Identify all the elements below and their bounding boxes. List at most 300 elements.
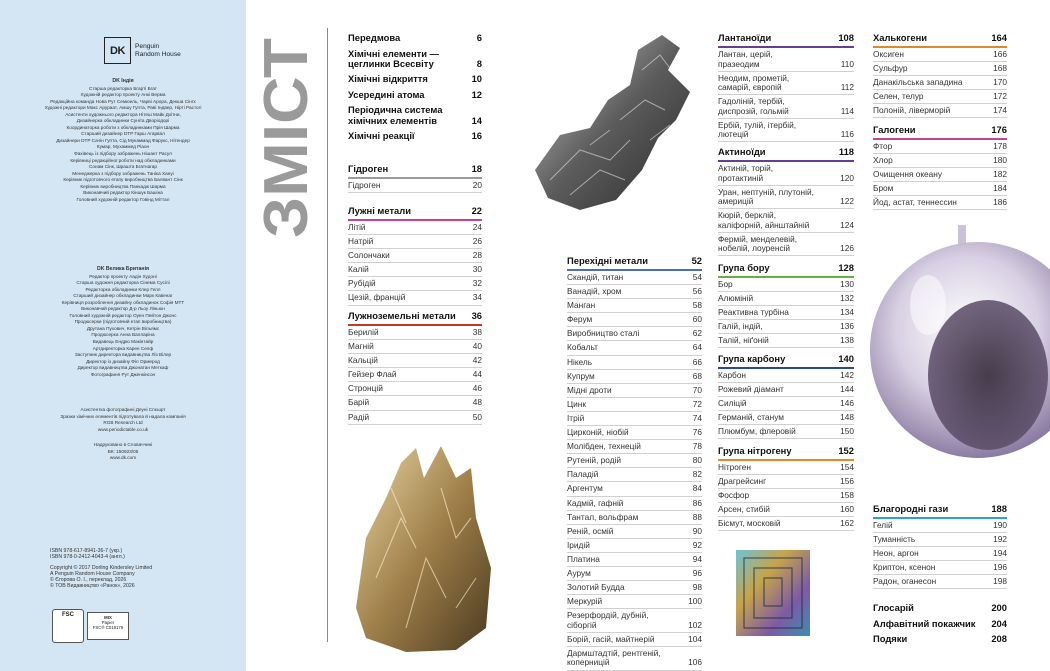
toc-entry-page: 76 (692, 427, 702, 438)
toc-entry[interactable] (348, 291, 482, 305)
toc-entry-page: 64 (692, 342, 702, 353)
toc-entry-page: 8 (476, 58, 482, 70)
toc-entry-page: 124 (840, 219, 854, 230)
toc-entry-title: Хлор (873, 155, 893, 166)
credit-line: Дизайнери DTP Сачін Гупта, Сід Мукаммад Фарукс, Нітендер (56, 137, 190, 143)
copyright-line: A Penguin Random House Company (50, 570, 135, 577)
credit-line: Фахівець із підбору зображень Нішант Расул (74, 150, 172, 156)
toc-entry-title: Усередині атома (348, 88, 425, 100)
toc-entry-title: Лантан, церій, празеодим (718, 49, 773, 69)
toc-entry[interactable] (873, 140, 1007, 154)
toc-entry-page: 46 (472, 383, 482, 394)
credit-line: Асистентка фотографині Деуні Спєшрт (80, 407, 166, 412)
credit-line: Дизайнерка обкладинки Суніта Дворіодорі (76, 118, 170, 124)
toc-entry[interactable] (873, 154, 1007, 168)
toc-entry[interactable] (567, 384, 702, 398)
toc-entry[interactable] (348, 46, 482, 72)
toc-entry[interactable] (718, 292, 854, 306)
credit-line: Старший дизайнер DTP Гарш Агарвал (81, 131, 165, 137)
toc-entry-title: Гейзер Флай (348, 369, 397, 380)
toc-entry-title: Данакільська западина (873, 77, 963, 88)
toc-entry-page: 84 (692, 483, 702, 494)
toc-entry-page: 66 (692, 356, 702, 367)
fsc-label: FSC (62, 612, 74, 618)
toc-entry[interactable] (873, 90, 1007, 104)
toc-entry[interactable] (567, 285, 702, 299)
toc-section-boron (718, 262, 854, 348)
toc-entry-title: Глосарій (873, 602, 914, 614)
toc-entry-title: Галій, індій, (718, 321, 763, 332)
toc-entry[interactable] (567, 539, 702, 553)
toc-entry-title: Барій (348, 397, 370, 408)
toc-entry[interactable] (718, 48, 854, 72)
toc-entry-title: Меркурій (567, 596, 603, 607)
toc-entry-page: 102 (688, 619, 702, 630)
toc-section-chalcogens (873, 32, 1007, 118)
bismuth-gold-crystal-image (346, 428, 496, 656)
section-page: 128 (838, 262, 854, 273)
toc-entry-page: 34 (472, 292, 482, 303)
toc-entry[interactable] (873, 104, 1007, 118)
isbn-line: ISBN 978-617-8941-36-7 (укр.) (50, 548, 123, 554)
section-page: 188 (991, 503, 1007, 514)
toc-entry[interactable] (348, 382, 482, 396)
credit-line: Виконавчий редактор Кіншук Башіна (83, 190, 163, 196)
toc-entry[interactable] (718, 162, 854, 186)
toc-entry[interactable] (567, 497, 702, 511)
toc-entry-page: 6 (476, 32, 482, 44)
toc-entry[interactable] (348, 340, 482, 354)
toc-entry-title: Бісмут, московій (718, 518, 781, 529)
toc-entry-page: 198 (993, 576, 1007, 587)
toc-entry[interactable] (873, 182, 1007, 196)
toc-entry[interactable] (718, 95, 854, 119)
credit-line: Надруковано в Словаччині (93, 442, 153, 447)
credit-line: Художні редактори Макс Арурaат, Амшу Гупта, Раві Індвер, Нірті Растогі (44, 105, 202, 111)
toc-entry-page: 80 (692, 455, 702, 466)
toc-entry[interactable] (567, 511, 702, 525)
toc-entry-title: Аурум (567, 567, 591, 578)
toc-entry-title: Актиній, торій, протактиній (718, 163, 774, 183)
credit-line: Друтана Пухович, Кетрін Вільямс (86, 325, 160, 331)
toc-entry-title: Рожевий діамант (718, 384, 784, 395)
section-header[interactable] (348, 163, 482, 177)
toc-entry-title: Подяки (873, 632, 908, 644)
toc-entry[interactable] (348, 179, 482, 193)
toc-entry[interactable] (348, 235, 482, 249)
section-header[interactable] (873, 32, 1007, 46)
toc-entry-page: 132 (840, 293, 854, 304)
toc-entry-title: Скандій, титан (567, 272, 624, 282)
section-title: Лужні метали (348, 205, 411, 216)
toc-entry-title: Очищення океану (873, 169, 943, 180)
toc-entry[interactable] (718, 320, 854, 334)
toc-entry[interactable] (873, 76, 1007, 90)
toc-entry[interactable] (718, 517, 854, 531)
toc-entry-page: 168 (993, 63, 1007, 74)
toc-entry-page: 204 (991, 617, 1007, 629)
divider (327, 28, 328, 642)
toc-entry[interactable] (718, 369, 854, 383)
toc-entry-page: 26 (472, 236, 482, 247)
section-header[interactable] (718, 32, 854, 46)
toc-section-actinides (718, 146, 854, 256)
credits-panel (0, 0, 246, 671)
toc-entry-title: Оксиген (873, 49, 904, 59)
toc-entry[interactable] (718, 397, 854, 411)
toc-entry[interactable] (718, 306, 854, 320)
toc-entry[interactable] (348, 326, 482, 340)
section-title: Група карбону (718, 353, 786, 364)
toc-entry-page: 134 (840, 307, 854, 318)
toc-entry-title: Тантал, вольфрам (567, 511, 639, 522)
toc-entry-title: Аргентум (567, 483, 603, 494)
toc-entry-page: 142 (840, 370, 854, 380)
credit-line: Головний художній редактор Говінд Міттал (76, 196, 170, 202)
toc-entry-page: 190 (993, 520, 1007, 530)
toc-entry[interactable] (718, 503, 854, 517)
credits-extra (0, 407, 246, 433)
toc-entry-title: Гелій (873, 520, 893, 530)
section-header[interactable] (348, 310, 482, 324)
toc-entry[interactable] (873, 547, 1007, 561)
toc-section-lanthanides (718, 32, 854, 142)
toc-entry[interactable] (567, 581, 702, 595)
toc-section-noble (873, 503, 1007, 589)
toc-entry-title: Арсен, стибій (718, 504, 770, 515)
toc-entry-title: Сульфур (873, 63, 908, 74)
toc-entry[interactable] (873, 575, 1007, 589)
toc-entry[interactable] (718, 186, 854, 210)
toc-entry-title: Туманність (873, 534, 916, 545)
toc-entry-title: Алюміній (718, 293, 754, 304)
section-title: Група нітрогену (718, 445, 792, 456)
credit-line: www.periodictable.co.uk (97, 426, 149, 432)
toc-entry[interactable] (567, 426, 702, 440)
toc-entry-page: 90 (692, 525, 702, 536)
credit-line: Зразки хімічних елементів підготувала й надала компанія (60, 413, 186, 419)
section-title: Галогени (873, 124, 916, 135)
section-header[interactable] (718, 146, 854, 160)
toc-entry[interactable] (567, 370, 702, 384)
toc-entry[interactable] (348, 31, 482, 46)
toc-entry-title: Алфавітний покажчик (873, 617, 976, 629)
toc-entry-title: Паладій (567, 469, 599, 480)
toc-entry-title: Платина (567, 553, 600, 564)
toc-entry-title: Силіцій (718, 398, 747, 409)
toc-entry[interactable] (348, 103, 482, 129)
toc-entry-page: 106 (688, 657, 702, 668)
toc-entry[interactable] (348, 221, 482, 235)
section-page: 36 (471, 310, 482, 321)
toc-entry-title: Ванадій, хром (567, 286, 622, 297)
toc-entry[interactable] (567, 271, 702, 285)
credit-line: Керівник підготовчого етапу виробництва Балвант Сінк (63, 177, 183, 183)
toc-entry-title: Бор (718, 279, 733, 289)
toc-entry-page: 112 (840, 82, 854, 93)
toc-entry[interactable] (567, 454, 702, 468)
toc-entry[interactable] (718, 334, 854, 348)
copyright-line: © Єгорова О. І., переклад, 2026 (50, 577, 127, 584)
toc-entry-page: 32 (472, 278, 482, 289)
section-header[interactable] (567, 255, 702, 269)
toc-entry-title: Талій, ніґоній (718, 335, 769, 346)
toc-entry-title: Резерфордій, дубній, сіборгій (567, 610, 649, 630)
toc-entry-title: Уран, нептуній, плутоній, америцій (718, 186, 814, 207)
toc-entry[interactable] (873, 561, 1007, 575)
toc-entry-page: 122 (840, 196, 854, 207)
copyright-line: Copyright © 2017 Dorling Kindersley Limited (50, 564, 153, 571)
credit-line: Кумар, Мухаммед Ріаон (96, 144, 150, 150)
toc-entry-title: Іридій (567, 539, 590, 550)
toc-entry-title: Полоній, ліверморій (873, 105, 951, 116)
toc-entry-page: 58 (692, 300, 702, 311)
toc-entry-page: 54 (692, 272, 702, 282)
toc-entry[interactable] (567, 299, 702, 313)
toc-entry[interactable] (567, 356, 702, 370)
fsc-mix-box (87, 612, 129, 640)
toc-entry-page: 120 (840, 172, 854, 183)
toc-section-alkaline (348, 310, 482, 425)
toc-entry[interactable] (567, 595, 702, 609)
toc-entry[interactable] (873, 168, 1007, 182)
toc-entry[interactable] (873, 632, 1007, 647)
toc-section-nitrogen (718, 445, 854, 531)
toc-entry[interactable] (873, 616, 1007, 631)
toc-entry[interactable] (348, 354, 482, 368)
credits-heading: DK Індія (112, 78, 134, 84)
toc-entry[interactable] (567, 313, 702, 327)
toc-entry[interactable] (567, 525, 702, 539)
toc-entry-page: 116 (840, 129, 854, 140)
toc-entry[interactable] (873, 601, 1007, 616)
toc-entry-page: 56 (692, 286, 702, 297)
section-title: Гідроген (348, 163, 389, 174)
toc-entry[interactable] (873, 519, 1007, 533)
manganese-crystal-image (530, 30, 700, 230)
toc-entry-title: Йод, астат, теннессин (873, 197, 957, 208)
section-page: 164 (991, 32, 1007, 43)
toc-entry-title: Фосфор (718, 490, 750, 501)
toc-entry-title: Неодим, прометій, самарій, європій (718, 72, 790, 93)
section-page: 22 (471, 205, 482, 216)
toc-entry[interactable] (567, 327, 702, 341)
toc-entry-page: 68 (692, 370, 702, 381)
section-title: Лужноземельні метали (348, 310, 456, 321)
toc-entry[interactable] (567, 398, 702, 412)
toc-entry-title: Стронцій (348, 383, 383, 394)
noble-gas-glass-sphere-image (868, 225, 1050, 495)
toc-entry[interactable] (873, 62, 1007, 76)
toc-entry[interactable] (567, 553, 702, 567)
toc-entry-page: 186 (993, 197, 1007, 208)
toc-entry-title: Борій, гасій, майтнерій (567, 633, 655, 644)
toc-entry[interactable] (718, 233, 854, 257)
toc-entry[interactable] (348, 277, 482, 291)
credit-line: Керівниці редакційної роботи над обкладинками (70, 157, 176, 163)
toc-section-carbon (718, 353, 854, 439)
toc-entry[interactable] (873, 48, 1007, 62)
toc-entry[interactable] (718, 72, 854, 96)
toc-entry-title: Радій (348, 411, 370, 422)
toc-entry-title: Передмова (348, 32, 401, 44)
fsc-paper: Papier (101, 620, 115, 626)
section-page: 108 (838, 32, 854, 43)
toc-section-hydrogen (348, 163, 482, 193)
toc-entry[interactable] (718, 489, 854, 503)
toc-entry[interactable] (567, 633, 702, 647)
toc-entry-page: 172 (993, 91, 1007, 102)
isbn-line: ISBN 978-0-2412-4043-4 (англ.) (50, 554, 125, 561)
toc-entry-page: 20 (472, 180, 482, 190)
toc-entry[interactable] (718, 383, 854, 397)
toc-entry[interactable] (348, 368, 482, 382)
toc-entry-page: 24 (472, 222, 482, 232)
section-header[interactable] (873, 503, 1007, 517)
toc-entry[interactable] (567, 468, 702, 482)
section-page: 176 (991, 124, 1007, 135)
copyright-line: © ТОВ Видавництво «Ранок», 2026 (50, 583, 135, 590)
toc-entry-page: 178 (993, 141, 1007, 151)
toc-entry[interactable] (718, 119, 854, 143)
toc-entry-title: Германій, станум (718, 412, 784, 423)
section-header[interactable] (348, 205, 482, 219)
toc-entry-page: 180 (993, 155, 1007, 166)
toc-intro (348, 31, 482, 144)
toc-entry[interactable] (348, 396, 482, 410)
toc-entry-page: 194 (993, 548, 1007, 559)
credits-heading: DK Велика Британія (96, 266, 150, 272)
toc-entry-title: Селен, телур (873, 91, 924, 102)
credit-line: Видавець Ендрю Макінтайр (92, 338, 154, 344)
toc-entry-page: 70 (692, 384, 702, 395)
toc-entry-title: Неон, аргон (873, 548, 919, 559)
toc-entry-page: 148 (840, 412, 854, 423)
toc-entry-page: 174 (993, 105, 1007, 116)
toc-entry-page: 170 (993, 77, 1007, 88)
toc-entry-title: Цезій, францій (348, 292, 406, 303)
credit-line: Керівниця розроблення дизайну обкладинок Софія МТТ (61, 299, 185, 305)
section-title: Перехідні метали (567, 255, 648, 266)
toc-entry[interactable] (567, 412, 702, 426)
credit-line: Виконавчий редактор Д-р Льоу Ліньюн (81, 306, 165, 312)
bismuth-crystal-image (728, 536, 818, 644)
toc-entry[interactable] (567, 567, 702, 581)
toc-section-halogens (873, 124, 1007, 210)
toc-entry[interactable] (873, 196, 1007, 210)
legal-info (50, 548, 240, 590)
toc-entry-page: 98 (692, 582, 702, 593)
section-page: 52 (691, 255, 702, 266)
toc-entry[interactable] (348, 72, 482, 87)
toc-entry[interactable] (718, 475, 854, 489)
credit-line: Координаторка роботи з обкладинками Прія Шарма (66, 124, 180, 130)
section-header[interactable] (718, 262, 854, 276)
toc-entry[interactable] (348, 128, 482, 143)
section-header[interactable] (873, 124, 1007, 138)
toc-entry-page: 144 (840, 384, 854, 395)
toc-entry-title: Радон, оганесон (873, 576, 937, 587)
page-title (252, 30, 321, 245)
toc-entry-page: 104 (688, 633, 702, 644)
toc-entry[interactable] (718, 411, 854, 425)
toc-entry-title: Бром (873, 183, 894, 194)
toc-entry-title: Хімічні реакції (348, 129, 415, 141)
toc-entry-title: Молібден, технецій (567, 441, 641, 452)
toc-entry-page: 160 (840, 504, 854, 515)
toc-entry[interactable] (718, 278, 854, 292)
section-title: Група бору (718, 262, 770, 273)
toc-entry[interactable] (348, 87, 482, 102)
toc-entry-title: Драгрейсинг (718, 476, 767, 487)
toc-entry-title: Літій (348, 222, 366, 232)
toc-entry-page: 200 (991, 602, 1007, 614)
toc-entry-title: Кадмій, гафній (567, 497, 624, 508)
toc-entry[interactable] (567, 609, 702, 633)
section-header[interactable] (718, 353, 854, 367)
toc-entry-page: 72 (692, 398, 702, 409)
section-title: Лантаноїди (718, 32, 772, 43)
toc-entry-title: Хімічні елементи — цеглинки Всесвіту (348, 47, 439, 70)
toc-entry[interactable] (718, 209, 854, 233)
toc-entry[interactable] (348, 249, 482, 263)
credit-line: Старша редакторка Бгарті Бгат (89, 85, 157, 91)
toc-entry-page: 60 (692, 314, 702, 325)
toc-entry[interactable] (567, 341, 702, 355)
publisher-name: Penguin Random House (135, 43, 181, 58)
toc-entry-page: 184 (993, 183, 1007, 194)
toc-entry-title: Реній, осмій (567, 525, 614, 536)
section-header[interactable] (718, 445, 854, 459)
toc-entry-title: Рутеній, родій (567, 455, 622, 466)
toc-entry-page: 146 (840, 398, 854, 409)
toc-entry[interactable] (567, 440, 702, 454)
toc-entry-title: Періодична система хімічних елементів (348, 104, 443, 126)
toc-entry-page: 30 (472, 264, 482, 275)
toc-entry-page: 10 (471, 73, 482, 85)
toc-entry-page: 74 (692, 412, 702, 423)
toc-entry[interactable] (567, 482, 702, 496)
toc-entry[interactable] (718, 461, 854, 475)
toc-entry-title: Кальцій (348, 355, 378, 366)
toc-entry-page: 208 (991, 632, 1007, 644)
toc-entry[interactable] (348, 263, 482, 277)
toc-entry-page: 16 (471, 129, 482, 141)
toc-entry-page: 78 (692, 441, 702, 452)
toc-entry-title: Карбон (718, 370, 747, 380)
toc-entry[interactable] (718, 425, 854, 439)
toc-entry-page: 100 (688, 596, 702, 607)
toc-section-transition (567, 255, 702, 671)
toc-entry-title: Гідроген (348, 180, 381, 190)
credit-line: Старша художня редакторка Сінема Сусілі (76, 280, 170, 286)
credit-line: Редакторка обкладинки Клер Гелл (85, 286, 161, 292)
toc-entry-title: Хімічні відкриття (348, 73, 428, 85)
toc-entry-title: Кобальт (567, 342, 598, 353)
toc-entry[interactable] (873, 533, 1007, 547)
toc-entry-title: Ферум (567, 314, 593, 325)
toc-entry-page: 130 (840, 279, 854, 289)
toc-entry-page: 158 (840, 490, 854, 501)
toc-entry[interactable] (567, 647, 702, 671)
credit-line: Директор видавництва Джонатан Меткаф (77, 365, 169, 371)
toc-entry-page: 156 (840, 476, 854, 487)
toc-entry-page: 96 (692, 567, 702, 578)
toc-entry-page: 38 (472, 327, 482, 337)
section-page: 152 (838, 445, 854, 456)
credits-print (0, 442, 246, 462)
toc-entry[interactable] (348, 411, 482, 425)
